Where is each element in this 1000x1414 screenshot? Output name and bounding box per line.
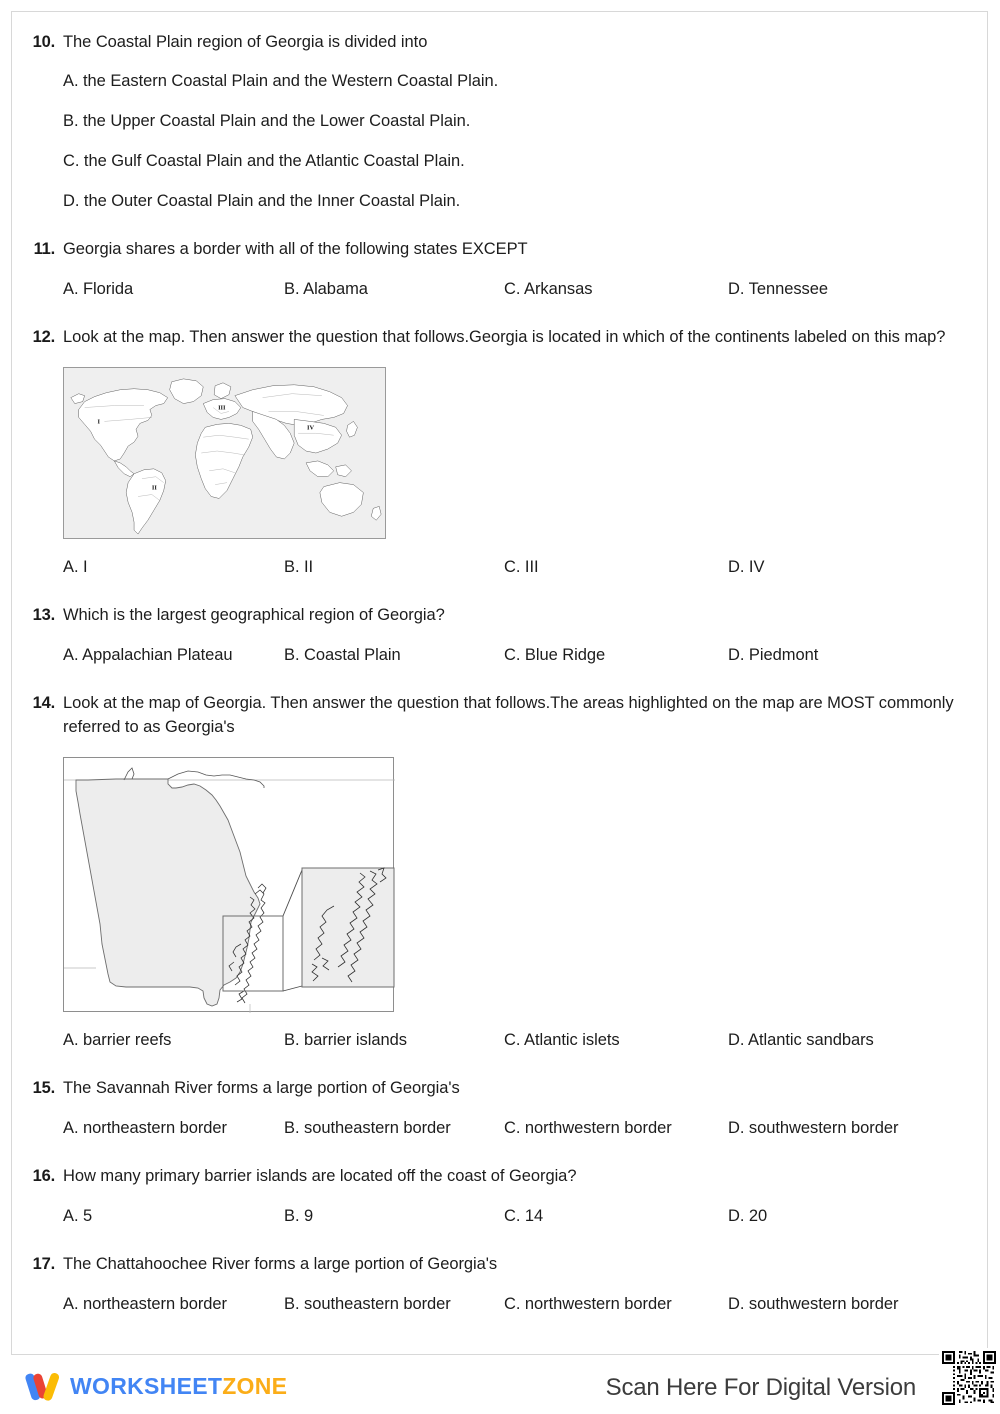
question-number: 16. — [32, 1167, 55, 1185]
qr-code[interactable] — [939, 1348, 999, 1408]
question-10 — [27, 30, 967, 213]
map-label-i: I — [97, 418, 100, 426]
question-13 — [27, 603, 967, 667]
option-b[interactable]: B. Alabama — [284, 280, 368, 298]
option-c[interactable]: C. Arkansas — [504, 280, 593, 298]
question-body — [63, 237, 967, 301]
page-footer — [11, 1358, 988, 1414]
question-body — [63, 325, 967, 579]
question-16 — [27, 1164, 967, 1228]
option-a[interactable]: A. northeastern border — [63, 1295, 227, 1313]
world-map-image — [63, 367, 386, 539]
map-label-iii: III — [218, 404, 226, 412]
option-b[interactable]: B. the Upper Coastal Plain and the Lower Coastal Plain. — [63, 112, 471, 130]
option-a[interactable]: A. 5 — [63, 1207, 93, 1225]
map-label-iv: IV — [307, 424, 315, 432]
option-d[interactable]: D. 20 — [728, 1207, 768, 1225]
option-a[interactable]: A. Appalachian Plateau — [63, 646, 233, 664]
question-number: 11. — [33, 240, 55, 258]
question-11 — [27, 237, 967, 301]
question-text: The Savannah River forms a large portion of Georgia's — [63, 1079, 460, 1097]
option-b[interactable]: B. barrier islands — [284, 1031, 407, 1049]
question-text: The Chattahoochee River forms a large portion of Georgia's — [63, 1255, 498, 1273]
option-d[interactable]: D. the Outer Coastal Plain and the Inner Coastal Plain. — [63, 192, 461, 210]
world-map-figure — [63, 367, 967, 539]
callout-leader-lines — [283, 870, 302, 991]
option-d[interactable]: D. IV — [728, 558, 765, 576]
option-a[interactable]: A. barrier reefs — [63, 1031, 172, 1049]
worksheet-content — [12, 12, 987, 1354]
question-body — [63, 603, 967, 667]
option-b[interactable]: B. 9 — [284, 1207, 314, 1225]
map-label-ii: II — [151, 484, 157, 492]
option-c[interactable]: C. Blue Ridge — [504, 646, 606, 664]
answer-options — [63, 1205, 967, 1228]
answer-options — [63, 1029, 967, 1052]
question-spacer — [27, 1140, 967, 1164]
option-c[interactable]: C. 14 — [504, 1207, 544, 1225]
answer-options — [63, 556, 967, 579]
question-15 — [27, 1076, 967, 1140]
option-c[interactable]: C. III — [504, 558, 539, 576]
answer-options — [63, 1117, 967, 1140]
question-text: Look at the map. Then answer the question that follows.Georgia is located in which of the continents labeled on this map? — [63, 328, 946, 346]
question-text: The Coastal Plain region of Georgia is divided into — [63, 33, 428, 51]
question-text: Look at the map of Georgia. Then answer the question that follows.The areas highlighted on the map are MOST commonly referred to as Georgia's — [63, 694, 954, 736]
question-spacer — [27, 301, 967, 325]
answer-options — [63, 644, 967, 667]
option-c[interactable]: C. northwestern border — [504, 1119, 672, 1137]
option-d[interactable]: D. Tennessee — [728, 280, 828, 298]
logo-word-zone: ZONE — [222, 1372, 288, 1399]
worksheetzone-logo[interactable] — [24, 1366, 287, 1406]
question-text: Georgia shares a border with all of the following states EXCEPT — [63, 240, 528, 258]
option-d[interactable]: D. Piedmont — [728, 646, 819, 664]
question-number: 14. — [32, 694, 55, 712]
option-d[interactable]: D. Atlantic sandbars — [728, 1031, 874, 1049]
question-spacer — [27, 667, 967, 691]
georgia-map-inset — [302, 868, 394, 987]
question-14 — [27, 691, 967, 1052]
answer-options — [63, 278, 967, 301]
answer-options — [63, 1293, 967, 1316]
option-d[interactable]: D. southwestern border — [728, 1119, 899, 1137]
option-a[interactable]: A. Florida — [63, 280, 134, 298]
option-b[interactable]: B. southeastern border — [284, 1119, 451, 1137]
question-spacer — [27, 213, 967, 237]
question-body — [63, 691, 967, 1052]
option-c[interactable]: C. northwestern border — [504, 1295, 672, 1313]
question-number: 12. — [32, 328, 55, 346]
question-number: 15. — [32, 1079, 55, 1097]
option-b[interactable]: B. southeastern border — [284, 1295, 451, 1313]
question-number: 10. — [32, 33, 55, 51]
question-12 — [27, 325, 967, 579]
option-a[interactable]: A. the Eastern Coastal Plain and the Western Coastal Plain. — [63, 72, 499, 90]
question-body — [63, 1252, 967, 1316]
worksheet-page — [11, 11, 988, 1355]
question-number: 17. — [32, 1255, 55, 1273]
answer-options — [63, 70, 967, 213]
option-a[interactable]: A. I — [63, 558, 88, 576]
question-spacer — [27, 579, 967, 603]
question-17 — [27, 1252, 967, 1316]
question-text: Which is the largest geographical region of Georgia? — [63, 606, 445, 624]
option-a[interactable]: A. northeastern border — [63, 1119, 227, 1137]
question-body — [63, 30, 967, 213]
option-d[interactable]: D. southwestern border — [728, 1295, 899, 1313]
option-b[interactable]: B. Coastal Plain — [284, 646, 401, 664]
question-spacer — [27, 1052, 967, 1076]
question-body — [63, 1164, 967, 1228]
option-b[interactable]: B. II — [284, 558, 314, 576]
worksheetzone-logo-text — [70, 1372, 288, 1399]
question-text: How many primary barrier islands are located off the coast of Georgia? — [63, 1167, 577, 1185]
question-body — [63, 1076, 967, 1140]
worksheetzone-logo-icon — [24, 1366, 64, 1406]
question-number: 13. — [32, 606, 55, 624]
logo-word-worksheet: WORKSHEET — [70, 1372, 223, 1399]
option-c[interactable]: C. Atlantic islets — [504, 1031, 620, 1049]
georgia-map-image — [63, 757, 394, 1012]
scan-instruction-text: Scan Here For Digital Version — [605, 1374, 916, 1401]
option-c[interactable]: C. the Gulf Coastal Plain and the Atlantic Coastal Plain. — [63, 152, 465, 170]
question-spacer — [27, 1228, 967, 1252]
georgia-outline — [76, 779, 260, 1006]
